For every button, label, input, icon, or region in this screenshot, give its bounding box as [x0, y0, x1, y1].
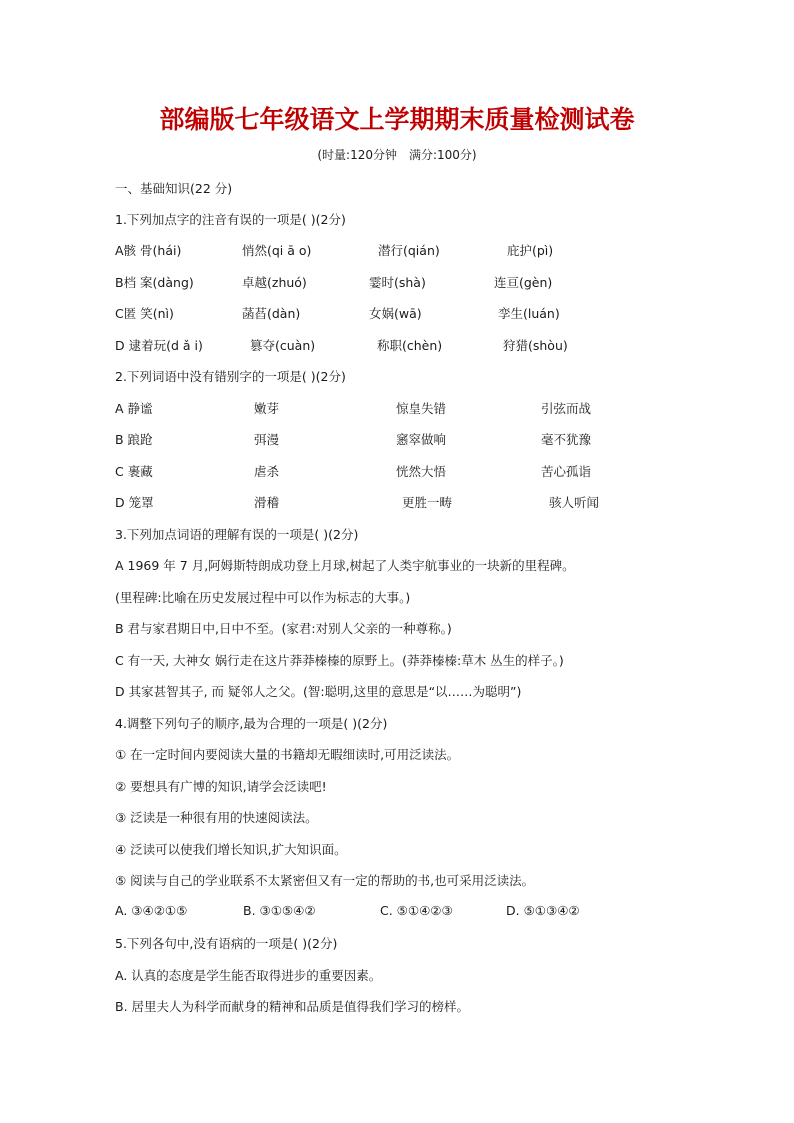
q2-c-4: 苦心孤诣 [541, 464, 592, 479]
q4-sentence-5: ⑤ 阅读与自己的学业联系不太紧密但又有一定的帮助的书,也可采用泛读法。 [115, 873, 535, 888]
q3-option-a-note: (里程碑:比喻在历史发展过程中可以作为标志的大事。) [115, 590, 411, 605]
q1-b-1: B档 案(dàng) [115, 275, 194, 290]
q1-c-1: C匿 笑(nì) [115, 306, 174, 321]
q1-b-3: 霎时(shà) [369, 275, 426, 290]
q2-a-3: 惊皇失错 [396, 401, 447, 416]
q2-a-4: 引弦而战 [541, 401, 592, 416]
q1-c-4: 孪生(luán) [498, 306, 560, 321]
q4-sentence-3: ③ 泛读是一种很有用的快速阅读法。 [115, 810, 318, 825]
question-4-stem: 4.调整下列句子的顺序,最为合理的一项是( )(2分) [115, 716, 388, 731]
q2-a-1: A 静谧 [115, 401, 153, 416]
q4-option-b: B. ③①⑤④② [243, 903, 316, 918]
q1-a-4: 庇护(pì) [507, 243, 554, 258]
q1-d-3: 称职(chèn) [377, 338, 443, 353]
q5-option-a: A. 认真的态度是学生能否取得进步的重要因素。 [115, 968, 382, 983]
page-title: 部编版七年级语文上学期期末质量检测试卷 [159, 105, 635, 134]
q2-b-2: 弭漫 [254, 432, 280, 447]
q5-option-b: B. 居里夫人为科学而献身的精神和品质是值得我们学习的榜样。 [115, 999, 470, 1014]
q4-sentence-2: ② 要想具有广博的知识,请学会泛读吧! [115, 779, 327, 794]
q2-a-2: 嫩芽 [254, 401, 280, 416]
q1-a-2: 悄然(qi ā o) [242, 243, 312, 258]
q2-d-2: 滑稽 [254, 495, 280, 510]
q1-c-2: 菡萏(dàn) [242, 306, 301, 321]
q1-b-2: 卓越(zhuó) [242, 275, 307, 290]
q1-d-2: 篡夺(cuàn) [250, 338, 316, 353]
q1-d-4: 狩猎(shòu) [503, 338, 568, 353]
q4-sentence-1: ① 在一定时间内要阅读大量的书籍却无暇细读时,可用泛读法。 [115, 747, 460, 762]
q2-c-1: C 裹藏 [115, 464, 153, 479]
question-3-stem: 3.下列加点词语的理解有误的一项是( )(2分) [115, 527, 359, 542]
q1-a-3: 潜行(qián) [378, 243, 440, 258]
q3-option-c: C 有一天, 大神女 娲行走在这片莽莽榛榛的原野上。(莽莽榛榛:草木 丛生的样子。) [115, 653, 564, 668]
q2-b-3: 窸窣做响 [396, 432, 447, 447]
question-2-stem: 2.下列词语中没有错别字的一项是( )(2分) [115, 369, 346, 384]
q4-option-a: A. ③④②①⑤ [115, 903, 188, 918]
q3-option-b: B 君与家君期日中,日中不至。(家君:对别人父亲的一种尊称。) [115, 621, 452, 636]
q2-c-2: 虐杀 [254, 464, 280, 479]
q1-d-1: D 逮着玩(d ǎ i) [115, 338, 203, 353]
q2-c-3: 恍然大悟 [396, 464, 447, 479]
question-5-stem: 5.下列各句中,没有语病的一项是( )(2分) [115, 936, 338, 951]
q2-b-1: B 踉跄 [115, 432, 153, 447]
q4-option-d: D. ⑤①③④② [506, 903, 580, 918]
q2-d-4: 骇人听闻 [549, 495, 600, 510]
question-1-stem: 1.下列加点字的注音有误的一项是( )(2分) [115, 212, 346, 227]
section-heading: 一、基础知识(22 分) [115, 181, 233, 196]
q1-b-4: 连亘(gèn) [494, 275, 553, 290]
q1-a-1: A骸 骨(hái) [115, 243, 182, 258]
q3-option-d: D 其家甚智其子, 而 疑邻人之父。(智:聪明,这里的意思是“以……为聪明”) [115, 684, 522, 699]
q4-option-c: C. ⑤①④②③ [380, 903, 453, 918]
q1-c-3: 女娲(wā) [369, 306, 422, 321]
q2-d-3: 更胜一畴 [402, 495, 453, 510]
q2-b-4: 毫不犹豫 [541, 432, 592, 447]
q2-d-1: D 笼罩 [115, 495, 154, 510]
exam-time-score: (时量:120分钟 满分:100分) [317, 148, 477, 162]
q4-sentence-4: ④ 泛读可以使我们增长知识,扩大知识面。 [115, 842, 347, 857]
q3-option-a: A 1969 年 7 月,阿姆斯特朗成功登上月球,树起了人类宇航事业的一块新的里程碑。 [115, 558, 575, 573]
